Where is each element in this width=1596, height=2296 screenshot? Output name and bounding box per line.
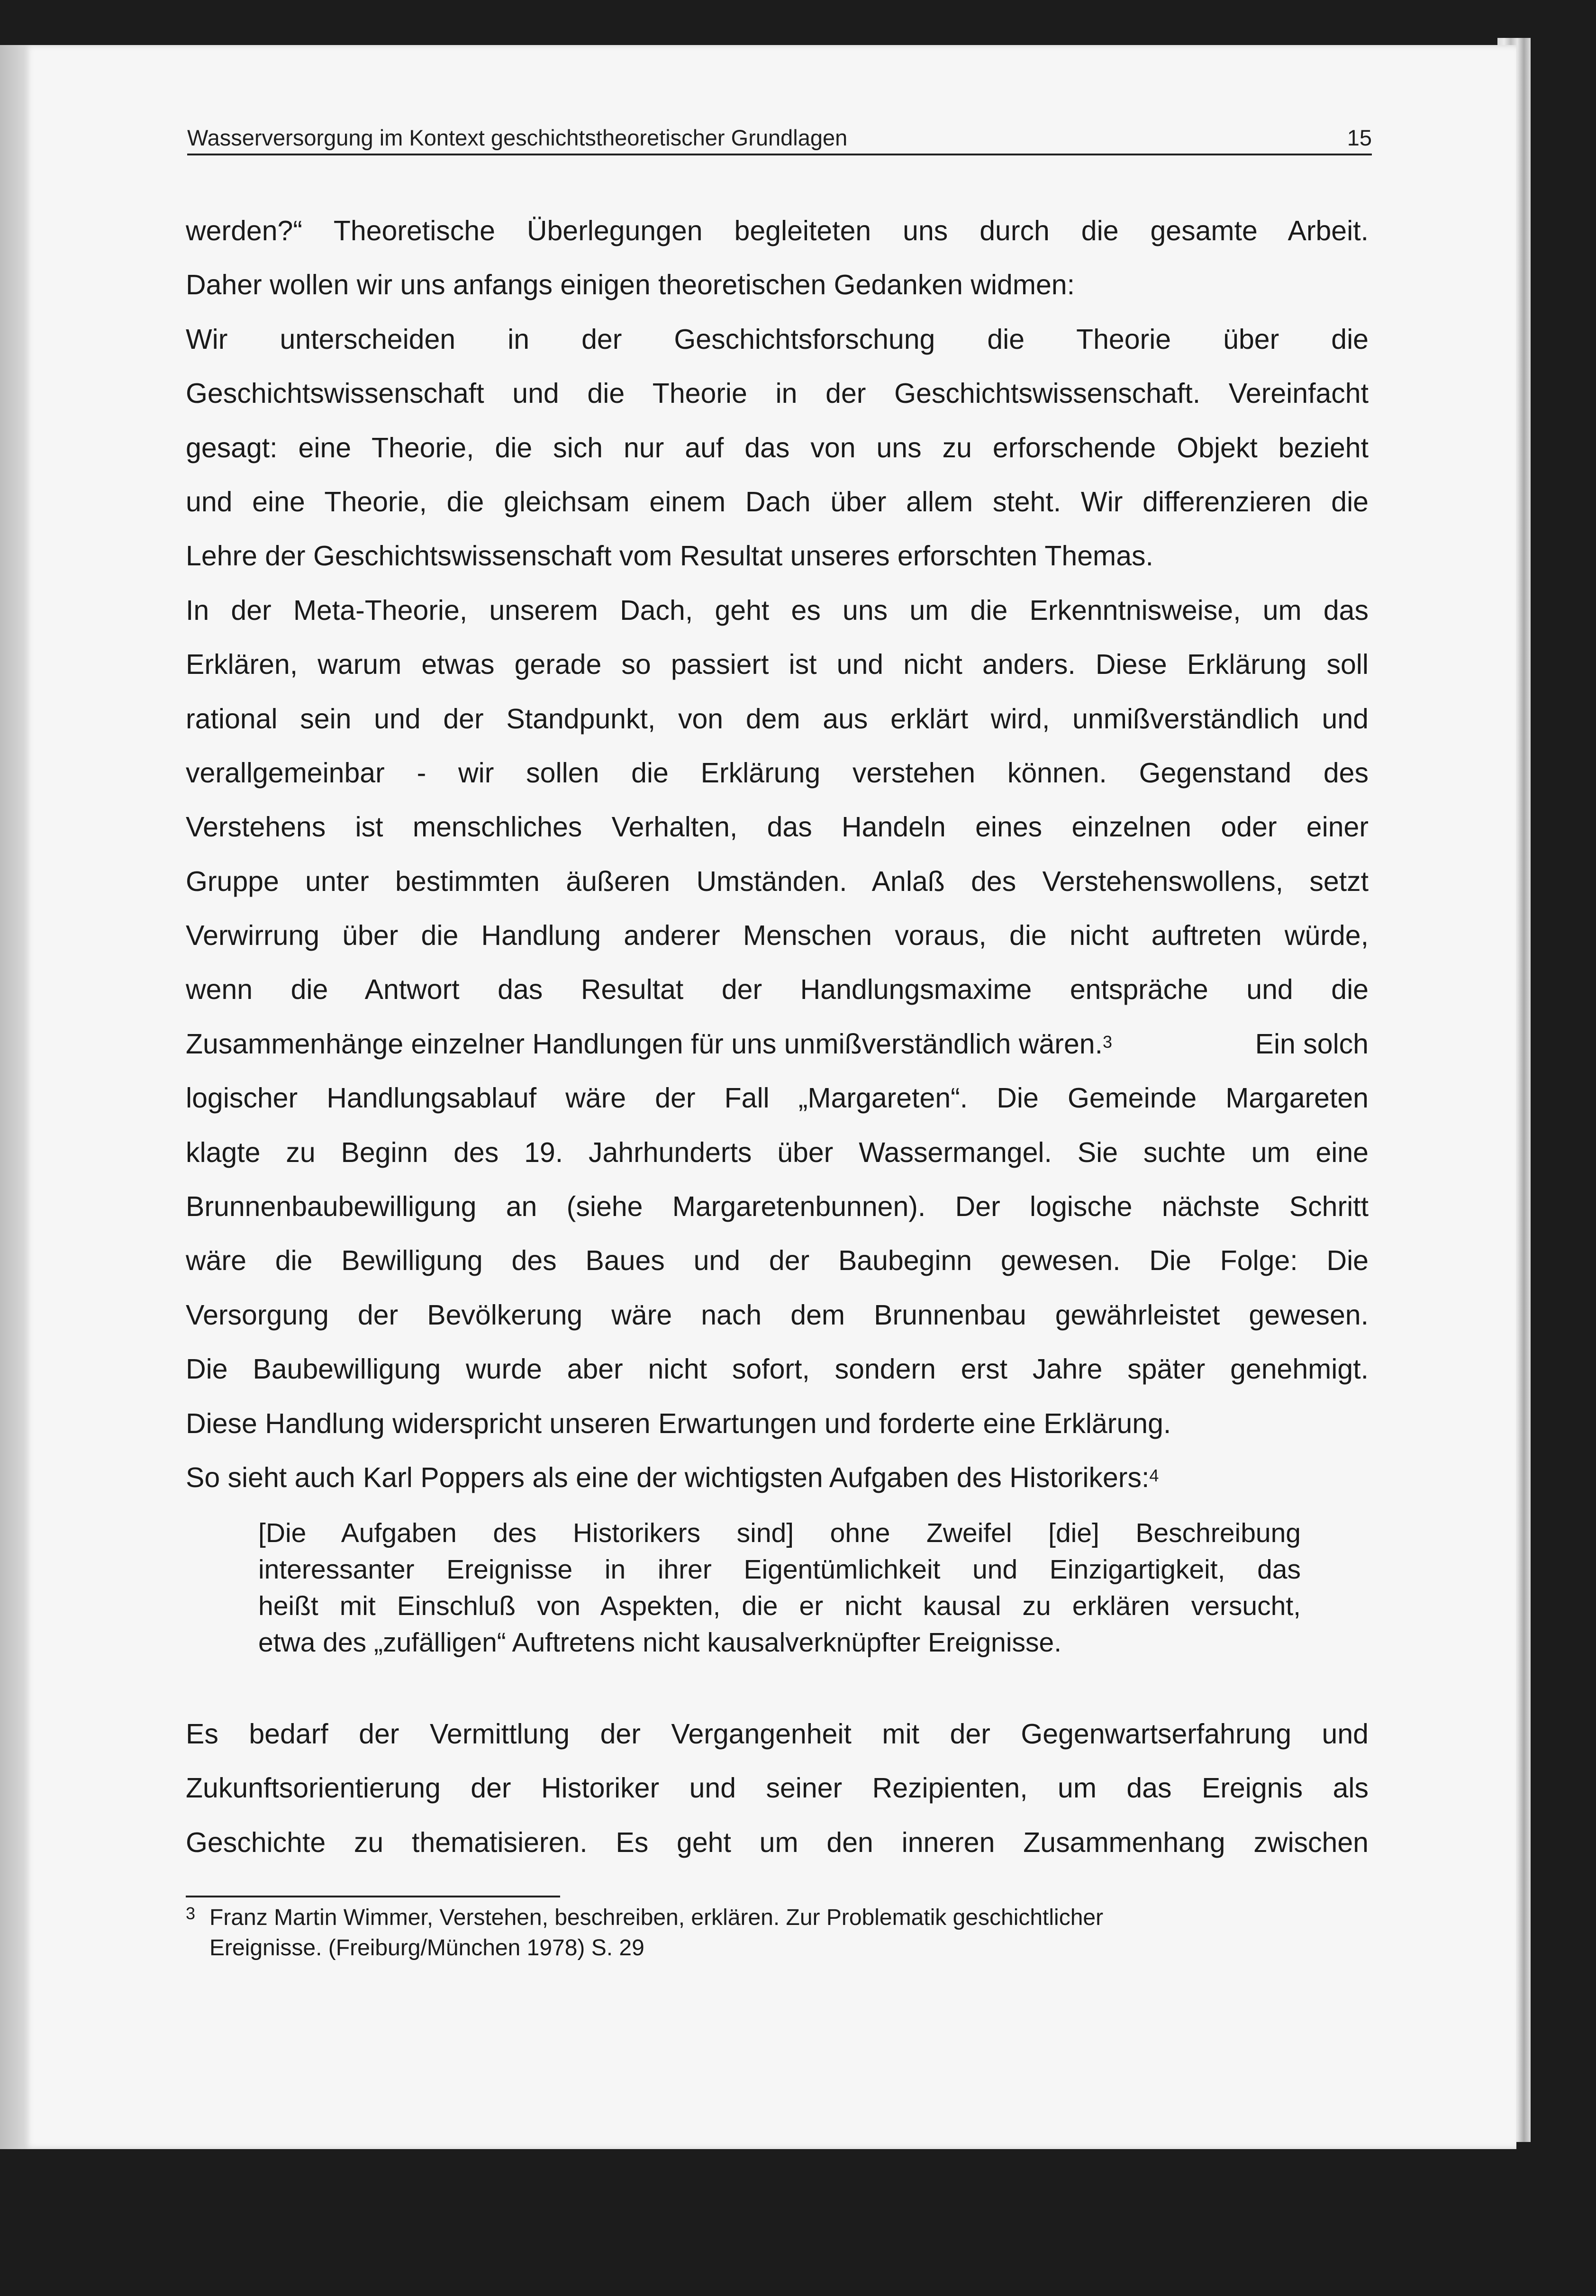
text-line: Geschichtswissenschaft und die Theorie in der Geschichtswissenschaft. Vereinfacht [186, 378, 1369, 409]
text-line: und eine Theorie, die gleichsam einem Dach über allem steht. Wir differenzieren die [186, 486, 1369, 517]
footnote-number: 3 [186, 1904, 196, 1923]
block-quote [258, 1515, 1301, 1661]
text-line: logischer Handlungsablauf wäre der Fall „Margareten“. Die Gemeinde Margareten [186, 1082, 1369, 1114]
text-line: Verstehens ist menschliches Verhalten, das Handeln eines einzelnen oder einer [186, 811, 1369, 843]
text-line-with-footnote-ref [186, 1451, 1369, 1505]
footnote-separator [186, 1896, 560, 1897]
footnote-text: Franz Martin Wimmer, Verstehen, beschreiben, erklären. Zur Problematik geschichtlicher [209, 1905, 1104, 1930]
quote-line: interessanter Ereignisse in ihrer Eigentümlichkeit und Einzigartigkeit, das [258, 1554, 1301, 1585]
text-line: gesagt: eine Theorie, die sich nur auf das von uns zu erforschende Objekt bezieht [186, 432, 1369, 463]
text-line: Gruppe unter bestimmten äußeren Umständen. Anlaß des Verstehenswollens, setzt [186, 865, 1369, 897]
text-line: Lehre der Geschichtswissenschaft vom Resultat unseres erforschten Themas. [186, 540, 1153, 572]
text-line: Versorgung der Bevölkerung wäre nach dem Brunnenbau gewährleistet gewesen. [186, 1299, 1369, 1331]
running-header [187, 118, 1372, 155]
quote-line: heißt mit Einschluß von Aspekten, die er nicht kausal zu erklären versucht, [258, 1591, 1301, 1621]
page-number: 15 [1347, 125, 1372, 150]
main-text [186, 204, 1369, 1505]
text-line: wäre die Bewilligung des Baues und der Baubeginn gewesen. Die Folge: Die [186, 1245, 1369, 1277]
footnote [186, 1903, 1370, 1963]
footnote-ref: 3 [1102, 1032, 1112, 1052]
text-line: rational sein und der Standpunkt, von dem aus erklärt wird, unmißverständlich und [186, 703, 1369, 735]
text-line: Zukunftsorientierung der Historiker und seiner Rezipienten, um das Ereignis als [186, 1772, 1369, 1804]
quote-line: [Die Aufgaben des Historikers sind] ohne Zweifel [die] Beschreibung [258, 1518, 1301, 1548]
text-line: Erklären, warum etwas gerade so passiert ist und nicht anders. Diese Erklärung soll [186, 649, 1369, 681]
text-segment: Ein solch [1255, 1028, 1369, 1060]
text-line: Verwirrung über die Handlung anderer Menschen voraus, die nicht auftreten würde, [186, 920, 1369, 952]
quote-line: etwa des „zufälligen“ Auftretens nicht kausalverknüpfter Ereignisse. [258, 1627, 1062, 1658]
header-title: Wasserversorgung im Kontext geschichtstheoretischer Grundlagen [187, 125, 848, 150]
text-line: werden?“ Theoretische Überlegungen begleiteten uns durch die gesamte Arbeit. [186, 215, 1369, 246]
text-line: wenn die Antwort das Resultat der Handlungsmaxime entspräche und die [186, 974, 1369, 1006]
text-line: In der Meta-Theorie, unserem Dach, geht es uns um die Erkenntnisweise, um das [186, 594, 1369, 626]
footnote-text: Ereignisse. (Freiburg/München 1978) S. 29 [209, 1935, 644, 1960]
text-line: Diese Handlung widerspricht unseren Erwartungen und forderte eine Erklärung. [186, 1407, 1171, 1439]
text-segment: So sieht auch Karl Poppers als eine der wichtigsten Aufgaben des Historikers: [186, 1461, 1150, 1493]
text-line: Daher wollen wir uns anfangs einigen theoretischen Gedanken widmen: [186, 269, 1075, 301]
text-line: Es bedarf der Vermittlung der Vergangenheit mit der Gegenwartserfahrung und [186, 1718, 1369, 1750]
text-line: Wir unterscheiden in der Geschichtsforschung die Theorie über die [186, 323, 1369, 355]
text-line: Geschichte zu thematisieren. Es geht um den inneren Zusammenhang zwischen [186, 1826, 1369, 1858]
footnote-ref: 4 [1149, 1465, 1159, 1485]
text-line: Die Baubewilligung wurde aber nicht sofort, sondern erst Jahre später genehmigt. [186, 1353, 1369, 1385]
text-segment: Zusammenhänge einzelner Handlungen für uns unmißverständlich wären. [186, 1028, 1103, 1060]
text-line: verallgemeinbar - wir sollen die Erklärung verstehen können. Gegenstand des [186, 757, 1369, 789]
closing-text [186, 1707, 1369, 1869]
text-line-with-footnote-ref [186, 1017, 1369, 1071]
text-line: Brunnenbaubewilligung an (siehe Margaretenbunnen). Der logische nächste Schritt [186, 1191, 1369, 1223]
text-line: klagte zu Beginn des 19. Jahrhunderts über Wassermangel. Sie suchte um eine [186, 1136, 1369, 1168]
